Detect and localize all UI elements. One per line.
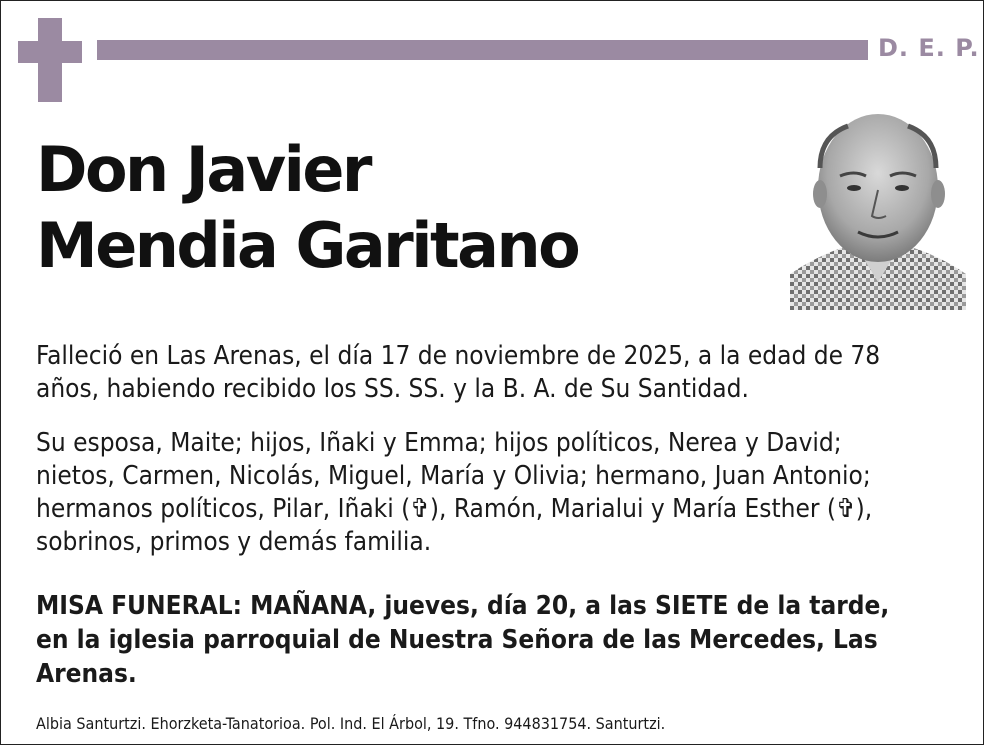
family-paragraph: [36, 427, 954, 559]
funeral-line-3: Arenas.: [36, 659, 137, 689]
family-line-3-part-b: ), Ramón, Marialui y María Esther (: [429, 494, 837, 524]
death-notice-line-1: Falleció en Las Arenas, el día 17 de noviembre de 2025, a la edad de 78: [36, 341, 881, 371]
family-line-2: nietos, Carmen, Nicolás, Miguel, María y Olivia; hermano, Juan Antonio;: [36, 461, 871, 491]
family-line-3-part-a: hermanos políticos, Pilar, Iñaki (: [36, 494, 411, 524]
funeral-line-2: en la iglesia parroquial de Nuestra Señora de las Mercedes, Las: [36, 625, 878, 655]
name-line-1: Don Javier: [36, 133, 370, 206]
deceased-name: [36, 132, 578, 284]
deceased-cross-icon: ✞: [836, 494, 856, 524]
family-line-3: [36, 493, 954, 526]
portrait-photo: [790, 106, 966, 310]
family-line-3-part-c: ),: [855, 494, 873, 524]
family-line-4: sobrinos, primos y demás familia.: [36, 527, 432, 557]
death-notice-paragraph: [36, 340, 954, 406]
funeral-line-1: MISA FUNERAL: MAÑANA, jueves, día 20, a las SIETE de la tarde,: [36, 591, 890, 621]
dep-label: D. E. P.: [878, 34, 980, 62]
family-line-1: Su esposa, Maite; hijos, Iñaki y Emma; hijos políticos, Nerea y David;: [36, 428, 842, 458]
death-notice-line-2: años, habiendo recibido los SS. SS. y la B. A. de Su Santidad.: [36, 374, 749, 404]
funeral-paragraph: [36, 589, 954, 691]
name-line-2: Mendia Garitano: [36, 209, 579, 282]
cross-icon-horizontal: [18, 41, 82, 63]
header-divider-bar: [97, 40, 868, 60]
funeral-home-footer: Albia Santurtzi. Ehorzketa-Tanatorioa. Pol. Ind. El Árbol, 19. Tfno. 944831754. Santurtzi.: [36, 714, 666, 733]
deceased-cross-icon: ✞: [410, 494, 430, 524]
